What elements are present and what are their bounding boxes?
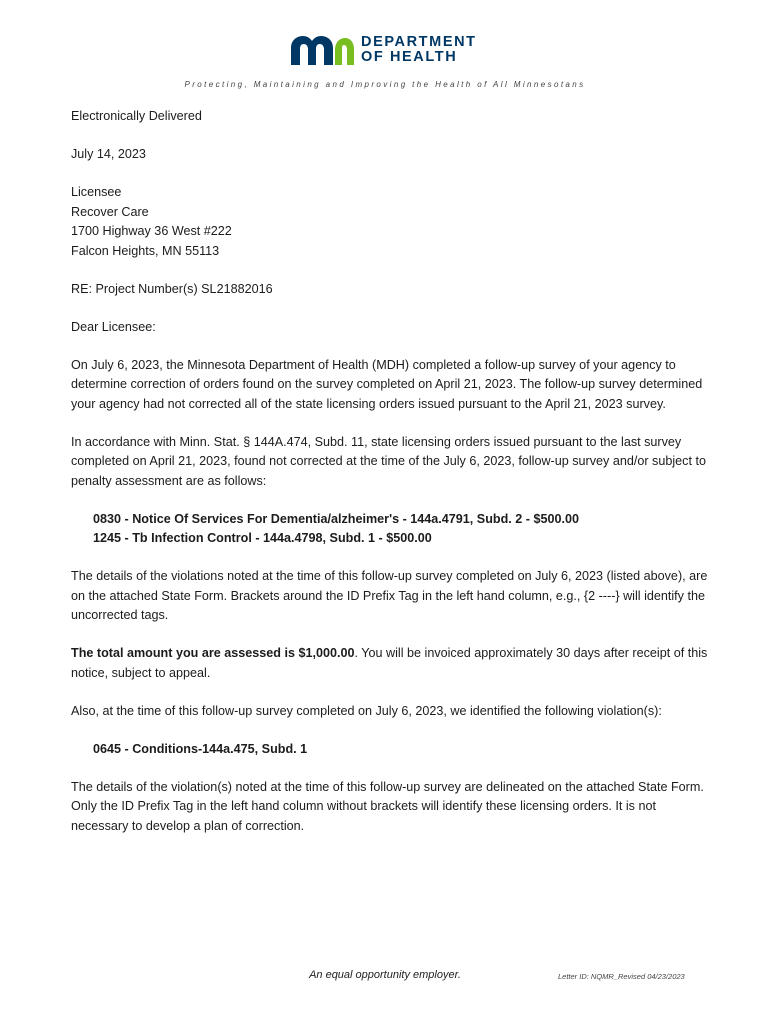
address-line: Falcon Heights, MN 55113 xyxy=(71,243,220,258)
paragraph-details: The details of the violations noted at the time of this follow-up survey completed on July 6, 2023 (listed above), are on the attached State Form. Brackets around the ID Prefix Tag in the left hand column, e.g., {2 ----} will identify the uncorrected tags. xyxy=(71,569,708,622)
penalty-item: 1245 - Tb Infection Control - 144a.4798, Subd. 1 - $500.00 xyxy=(93,531,432,545)
paragraph-additional: Also, at the time of this follow-up survey completed on July 6, 2023, we identified the following violation(s): xyxy=(71,703,662,718)
footer-employer: An equal opportunity employer. xyxy=(309,969,461,981)
paragraph-survey-summary: On July 6, 2023, the Minnesota Department of Health (MDH) completed a follow-up survey of your agency to determine correction of orders found on the survey completed on April 21, 2023. The follow-up survey determined your agency had not corrected all of the state licensing orders issued pursuant to the April 21, 2023 survey. xyxy=(71,357,703,411)
salutation: Dear Licensee: xyxy=(71,319,156,334)
delivery-method: Electronically Delivered xyxy=(71,109,202,123)
letter-date: July 14, 2023 xyxy=(71,147,146,161)
penalty-list xyxy=(71,510,711,549)
paragraph-violation-details: The details of the violation(s) noted at the time of this follow-up survey are delineated on the attached State Form. Only the ID Prefix Tag in the left hand column without brackets will identify these licensing orders. It is not necessary to develop a plan of correction. xyxy=(71,779,704,833)
recipient-address xyxy=(71,183,711,261)
address-line: Recover Care xyxy=(71,204,149,219)
mdh-logo xyxy=(289,34,489,70)
assessment-rest: . You will be invoiced approximately 30 days after receipt of this notice, subject to appeal. xyxy=(71,646,708,680)
footer-letter-id: Letter ID: NQMR_Revised 04/23/2023 xyxy=(558,972,685,981)
minnesota-mn-logo-icon xyxy=(289,34,355,66)
logo-of-health-text: OF HEALTH xyxy=(361,49,458,65)
penalty-item: 0830 - Notice Of Services For Dementia/alzheimer's - 144a.4791, Subd. 2 - $500.00 xyxy=(93,511,579,526)
address-line: Licensee xyxy=(71,185,122,199)
address-line: 1700 Highway 36 West #222 xyxy=(71,224,232,238)
paragraph-assessment xyxy=(71,644,711,683)
paragraph-statute: In accordance with Minn. Stat. § 144A.474, Subd. 11, state licensing orders issued pursuant to the last survey completed on April 21, 2023, found not corrected at the time of the July 6, 2023, follow-up survey and/or subject to penalty assessment are as follows: xyxy=(71,434,706,488)
violation-list xyxy=(71,740,711,760)
tagline: Protecting, Maintaining and Improving the Health of All Minnesotans xyxy=(184,80,586,89)
letter-body xyxy=(71,107,711,855)
violation-item: 0645 - Conditions-144a.475, Subd. 1 xyxy=(93,741,308,756)
logo-department-text: DEPARTMENT xyxy=(361,34,477,50)
assessment-total: The total amount you are assessed is $1,000.00 xyxy=(71,646,355,660)
re-line: RE: Project Number(s) SL21882016 xyxy=(71,281,273,296)
